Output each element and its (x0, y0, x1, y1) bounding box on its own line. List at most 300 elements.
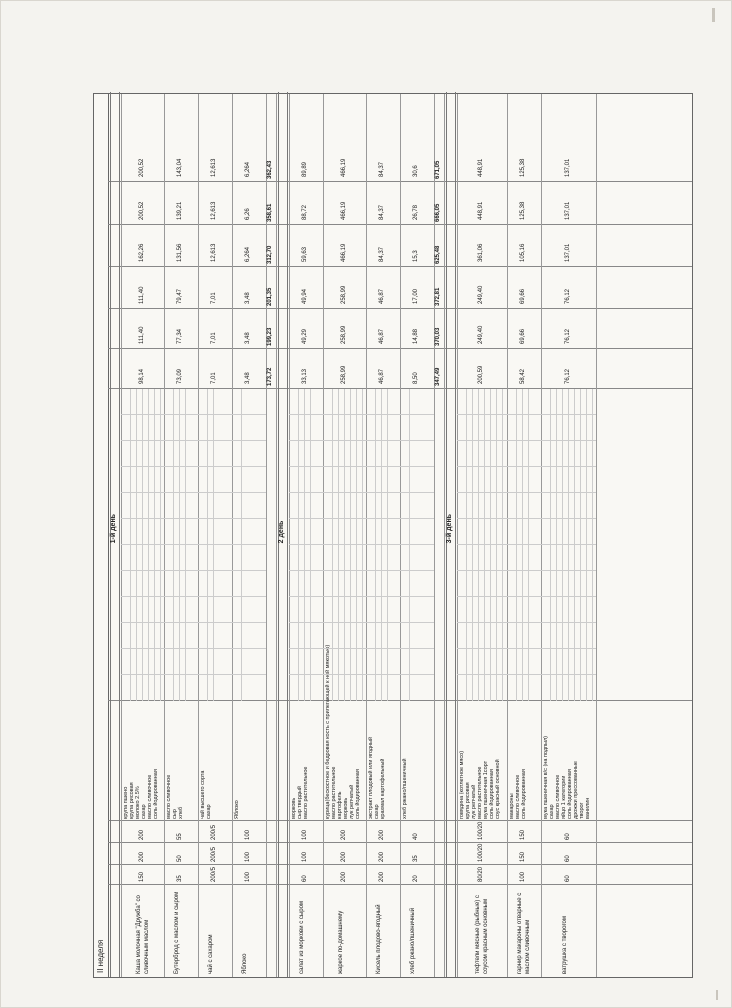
energy-value: 6,26 (245, 208, 252, 220)
ingredient-name: хлеб ржано/пшеничный (402, 758, 409, 819)
sub-column-divider (541, 622, 597, 623)
energy-value: 137,01 (564, 201, 571, 220)
yield-value: 100 (245, 829, 252, 840)
energy-value: 8,50 (413, 372, 420, 384)
day-band (110, 92, 120, 977)
sub-column-divider (164, 544, 198, 545)
energy-value: 76,12 (564, 328, 571, 344)
sub-column-divider (366, 440, 400, 441)
section-total: 625,48 (435, 245, 442, 264)
row-divider (507, 94, 508, 977)
row-divider (198, 94, 199, 977)
sub-column-divider (164, 622, 198, 623)
sub-column-divider (541, 414, 597, 415)
section-total: 362,43 (267, 160, 274, 179)
sub-column-divider (400, 440, 434, 441)
energy-value: 98,14 (138, 368, 145, 384)
ingredient-name: сахар (374, 804, 381, 819)
totals-divider (434, 94, 435, 977)
header-line (108, 94, 109, 977)
scan-speck (716, 990, 718, 1000)
sub-column-divider (164, 648, 198, 649)
sub-column-divider (457, 466, 506, 467)
sub-column-divider (164, 440, 198, 441)
sub-column-divider (232, 518, 266, 519)
sub-column-divider (232, 492, 266, 493)
yield-value: 150 (519, 829, 526, 840)
sub-column-divider (457, 518, 506, 519)
sub-column-divider (507, 414, 541, 415)
ingredient-rule (387, 389, 388, 701)
sub-column-divider (457, 596, 506, 597)
energy-value: 200,52 (138, 201, 145, 220)
sub-column-divider (289, 570, 323, 571)
sub-column-divider (121, 622, 164, 623)
section-total: 370,03 (435, 327, 442, 346)
yield-value: 40 (413, 833, 420, 840)
ingredient-rule (574, 389, 575, 701)
sub-column-divider (232, 466, 266, 467)
ingredient-name: лук репчатый (471, 784, 478, 819)
ingredient-name: соль йодированная (489, 769, 496, 819)
ingredient-rule (344, 389, 345, 701)
energy-value: 7,01 (211, 372, 218, 384)
yield-value: 35 (413, 855, 420, 862)
sub-column-divider (198, 570, 232, 571)
energy-value: 84,37 (379, 204, 386, 220)
energy-value: 49,29 (302, 328, 309, 344)
ingredient-name: соль йодированная (355, 769, 362, 819)
sub-column-divider (164, 596, 198, 597)
energy-value: 131,56 (177, 243, 184, 262)
sub-column-divider (457, 622, 506, 623)
energy-value: 12,613 (211, 243, 218, 262)
energy-value: 466,19 (340, 158, 347, 177)
ingredient-rule (362, 389, 363, 701)
ingredient-rule (185, 389, 186, 701)
energy-value: 3,48 (245, 372, 252, 384)
sub-column-divider (507, 596, 541, 597)
yield-value: 200/5 (211, 846, 218, 862)
energy-value: 143,04 (177, 158, 184, 177)
sub-column-divider (541, 544, 597, 545)
ingredient-rule (409, 389, 410, 701)
energy-value: 7,01 (211, 332, 218, 344)
ingredient-rule (592, 389, 593, 701)
sub-column-divider (289, 414, 323, 415)
sub-column-divider (121, 518, 164, 519)
yield-value: 200 (340, 829, 347, 840)
sub-column-divider (457, 648, 506, 649)
sub-column-divider (541, 518, 597, 519)
yield-value: 80/20 (478, 866, 485, 882)
sub-column-divider (400, 414, 434, 415)
ingredient-name: морковь (343, 797, 350, 819)
ingredient-name: масло растительное (331, 766, 338, 819)
ingredient-rule (580, 389, 581, 701)
sub-column-divider (232, 440, 266, 441)
ingredient-name: курица(бескостное и бедровая кость с прилегающей к ней мякотью) (325, 644, 332, 819)
sub-column-divider (366, 648, 400, 649)
sub-column-divider (366, 544, 400, 545)
energy-value: 162,26 (138, 243, 145, 262)
sub-column-divider (289, 622, 323, 623)
sub-column-divider (121, 674, 164, 675)
yield-value: 60 (564, 855, 571, 862)
ingredient-name: лук репчатый (349, 784, 356, 819)
yield-value: 35 (177, 875, 184, 882)
energy-value: 33,13 (302, 368, 309, 384)
sub-column-divider (541, 466, 597, 467)
ingredient-name: масло растительное (303, 766, 310, 819)
sub-column-divider (400, 518, 434, 519)
ingredient-name: мука пшеничная 1сорт (483, 760, 490, 819)
energy-value: 77,34 (177, 328, 184, 344)
ingredient-name: сахар (206, 804, 213, 819)
sub-column-divider (198, 596, 232, 597)
sub-column-divider (323, 674, 366, 675)
energy-value: 14,88 (413, 328, 420, 344)
yield-value: 200 (379, 871, 386, 882)
yield-value: 60 (564, 875, 571, 882)
energy-value: 17,00 (413, 288, 420, 304)
ingredient-name: экстракт плодовый или ягодный (368, 736, 375, 819)
sub-column-divider (400, 492, 434, 493)
yield-value: 60 (564, 833, 571, 840)
ingredient-rule (179, 389, 180, 701)
sub-column-divider (121, 492, 164, 493)
energy-value: 258,99 (340, 285, 347, 304)
sub-column-divider (164, 414, 198, 415)
sub-column-divider (164, 674, 198, 675)
sub-column-divider (323, 570, 366, 571)
sub-column-divider (198, 440, 232, 441)
sub-column-divider (457, 440, 506, 441)
sub-column-divider (507, 648, 541, 649)
dish-name: тефтели мясные (рыбные) с соусом красным основным (475, 895, 490, 974)
section-total: 671,05 (435, 160, 442, 179)
sub-column-divider (198, 518, 232, 519)
energy-value: 69,66 (519, 328, 526, 344)
energy-value: 139,21 (177, 201, 184, 220)
dish-name: жаркое по-домашнему (337, 910, 344, 974)
yield-value: 100 (245, 871, 252, 882)
ingredient-rule (502, 389, 503, 701)
ingredient-name: дрожжи прессованные (572, 761, 579, 819)
yield-value: 100 (302, 851, 309, 862)
ingredient-rule (466, 389, 467, 701)
yield-value: 100/20 (478, 821, 485, 840)
energy-value: 73,09 (177, 368, 184, 384)
dish-name: гарнир макароны отварные с маслом сливочным (516, 892, 531, 974)
energy-value: 200,59 (478, 365, 485, 384)
section-total: 312,70 (267, 245, 274, 264)
dish-name: Бутерброд с маслом и сыром (174, 891, 181, 974)
sub-column-divider (400, 466, 434, 467)
row-divider (541, 94, 542, 977)
sub-column-divider (323, 492, 366, 493)
sub-column-divider (289, 492, 323, 493)
energy-value: 3,48 (245, 332, 252, 344)
sub-column-divider (121, 544, 164, 545)
sub-column-divider (366, 596, 400, 597)
sub-column-divider (366, 414, 400, 415)
yield-value: 150 (519, 851, 526, 862)
energy-value: 7,01 (211, 292, 218, 304)
dish-name: чай с сахаром (208, 934, 215, 974)
ingredient-rule (478, 389, 479, 701)
ingredient-name: крупа рисовая (465, 782, 472, 819)
sub-column-divider (121, 596, 164, 597)
sub-column-divider (541, 440, 597, 441)
sub-column-divider (164, 518, 198, 519)
yield-value: 100 (245, 851, 252, 862)
energy-value: 448,91 (478, 201, 485, 220)
ingredient-name: сахар (141, 804, 147, 819)
sub-column-divider (400, 622, 434, 623)
ingredient-name: масло сливочное (166, 774, 173, 819)
ingredient-rule (338, 389, 339, 701)
ingredient-rule (472, 389, 473, 701)
ingredient-rule (173, 389, 174, 701)
energy-value: 46,87 (379, 328, 386, 344)
ingredient-name: сыр твердый (297, 786, 304, 819)
sub-column-divider (198, 414, 232, 415)
sub-column-divider (289, 440, 323, 441)
section-end (276, 94, 277, 977)
yield-value: 200/5 (211, 824, 218, 840)
energy-value: 3,48 (245, 292, 252, 304)
section-end (596, 94, 597, 977)
energy-value: 84,37 (379, 161, 386, 177)
ingredient-rule (516, 389, 517, 701)
sub-column-divider (323, 596, 366, 597)
sub-column-divider (323, 466, 366, 467)
sub-column-divider (457, 674, 506, 675)
ingredient-name: сыр (172, 809, 179, 819)
sub-column-divider (366, 518, 400, 519)
sub-column-divider (323, 544, 366, 545)
yield-value: 150 (138, 871, 145, 882)
menu-table-sheet (93, 93, 693, 978)
sub-column-divider (232, 570, 266, 571)
energy-value: 6,264 (245, 161, 252, 177)
sub-column-divider (541, 492, 597, 493)
sub-column-divider (232, 544, 266, 545)
row-divider (289, 94, 290, 977)
energy-value: 249,40 (478, 285, 485, 304)
sub-column-divider (198, 674, 232, 675)
ingredient-rule (568, 389, 569, 701)
energy-value: 258,99 (340, 365, 347, 384)
row-divider (121, 94, 122, 977)
yield-value: 200/5 (211, 866, 218, 882)
day-title: 2 день (278, 520, 286, 544)
energy-value: 249,40 (478, 325, 485, 344)
ingredient-rule (375, 389, 376, 701)
week-label: II неделя (96, 939, 105, 973)
energy-value: 58,42 (519, 368, 526, 384)
section-total: 201,35 (267, 287, 274, 306)
ingredient-name: масло растительное (477, 766, 484, 819)
dish-name: Кисель плодово-ягодный (376, 904, 383, 974)
sub-column-divider (121, 570, 164, 571)
sub-column-divider (541, 648, 597, 649)
sub-column-divider (164, 570, 198, 571)
sub-column-divider (507, 674, 541, 675)
row-divider (232, 94, 233, 977)
day-band (278, 92, 288, 977)
ingredient-rule (496, 389, 497, 701)
ingredient-name: крупа пшено (123, 786, 129, 819)
section-total: 347,49 (435, 367, 442, 386)
sub-column-divider (232, 414, 266, 415)
sub-column-divider (198, 648, 232, 649)
energy-value: 79,47 (177, 288, 184, 304)
energy-value: 125,38 (519, 158, 526, 177)
sub-column-divider (164, 466, 198, 467)
section-total: 199,23 (267, 327, 274, 346)
ingredient-rule (130, 389, 131, 701)
sub-column-divider (507, 466, 541, 467)
section-total: 358,61 (267, 203, 274, 222)
sub-column-divider (400, 570, 434, 571)
ingredient-name: морковь (291, 797, 298, 819)
sub-column-divider (198, 466, 232, 467)
energy-value: 200,52 (138, 158, 145, 177)
ingredient-rule (213, 389, 214, 701)
ingredient-name: масло сливочное (514, 774, 521, 819)
sub-column-divider (198, 622, 232, 623)
ingredient-rule (350, 389, 351, 701)
sub-column-divider (198, 544, 232, 545)
dish-name: Каша молочная "Дружба" со сливочным маслом (135, 895, 150, 974)
yield-value: 200 (138, 829, 145, 840)
ingredient-name: хлеб (178, 806, 185, 819)
sub-column-divider (541, 674, 597, 675)
sub-column-divider (289, 596, 323, 597)
sub-column-divider (400, 596, 434, 597)
yield-value: 200 (379, 851, 386, 862)
ingredient-rule (310, 389, 311, 701)
row-divider (366, 94, 367, 977)
sub-column-divider (121, 648, 164, 649)
ingredient-rule (148, 389, 149, 701)
ingredient-rule (241, 389, 242, 701)
section-total: 173,72 (267, 367, 274, 386)
yield-value: 50 (177, 855, 184, 862)
sub-column-divider (457, 492, 506, 493)
energy-value: 76,12 (564, 368, 571, 384)
sub-column-divider (400, 648, 434, 649)
energy-value: 111,40 (138, 286, 145, 304)
ingredient-name: творог (578, 802, 585, 819)
ingredient-rule (484, 389, 485, 701)
sub-column-divider (121, 414, 164, 415)
sub-column-divider (507, 492, 541, 493)
sub-column-divider (289, 648, 323, 649)
ingredient-rule (304, 389, 305, 701)
sub-column-divider (232, 674, 266, 675)
yield-value: 200 (138, 851, 145, 862)
energy-value: 466,19 (340, 243, 347, 262)
ingredient-rule (490, 389, 491, 701)
sub-column-divider (121, 466, 164, 467)
energy-value: 125,38 (519, 201, 526, 220)
row-divider (164, 94, 165, 977)
ingredient-name: сахар (548, 804, 555, 819)
sub-column-divider (323, 518, 366, 519)
energy-value: 137,01 (564, 243, 571, 262)
energy-value: 30,6 (413, 165, 420, 177)
ingredient-name: яйцо 1 категории (560, 775, 567, 819)
totals-divider (266, 94, 267, 977)
section-total: 372,81 (435, 287, 442, 306)
day-band (446, 92, 456, 977)
energy-value: 361,06 (478, 243, 485, 262)
row-divider (400, 94, 401, 977)
ingredient-rule (356, 389, 357, 701)
sub-column-divider (366, 466, 400, 467)
sub-column-divider (289, 674, 323, 675)
sub-column-divider (323, 440, 366, 441)
staple-mark (712, 8, 715, 22)
sub-column-divider (457, 414, 506, 415)
energy-value: 15,3 (413, 250, 420, 262)
energy-value: 49,94 (302, 288, 309, 304)
sub-column-divider (232, 648, 266, 649)
energy-value: 89,89 (302, 161, 309, 177)
energy-value: 258,99 (340, 325, 347, 344)
ingredient-name: картофель (337, 791, 344, 819)
sub-column-divider (289, 466, 323, 467)
ingredient-rule (562, 389, 563, 701)
energy-value: 448,91 (478, 158, 485, 177)
yield-value: 200 (340, 871, 347, 882)
energy-value: 6,264 (245, 246, 252, 262)
sub-column-divider (366, 570, 400, 571)
ingredient-rule (207, 389, 208, 701)
ingredient-rule (136, 389, 137, 701)
energy-value: 12,613 (211, 201, 218, 220)
ingredient-name: чай высшего сорта (200, 770, 207, 819)
energy-value: 111,40 (138, 326, 145, 344)
energy-value: 59,63 (302, 246, 309, 262)
sub-column-divider (541, 570, 597, 571)
sub-column-divider (457, 570, 506, 571)
ingredient-rule (522, 389, 523, 701)
ingredient-name: соль йодированная (566, 769, 573, 819)
sub-column-divider (457, 544, 506, 545)
sub-column-divider (164, 492, 198, 493)
energy-value: 466,19 (340, 201, 347, 220)
ingredient-name: масло сливочное (147, 774, 153, 819)
ingredient-name: соль йодированная (153, 769, 159, 819)
sub-column-divider (400, 674, 434, 675)
ingredient-name: крупа рисовая (129, 782, 135, 819)
sub-column-divider (507, 570, 541, 571)
ingredient-name: масло сливочное (554, 774, 561, 819)
dish-name: ватрушка с творогом (561, 916, 568, 974)
row-divider (457, 94, 458, 977)
yield-value: 20 (413, 875, 420, 882)
sub-column-divider (366, 674, 400, 675)
yield-value: 55 (177, 833, 184, 840)
sub-column-divider (366, 622, 400, 623)
sub-column-divider (541, 596, 597, 597)
yield-value: 100/20 (478, 843, 485, 862)
ingredient-name: Яблоко (234, 800, 241, 819)
